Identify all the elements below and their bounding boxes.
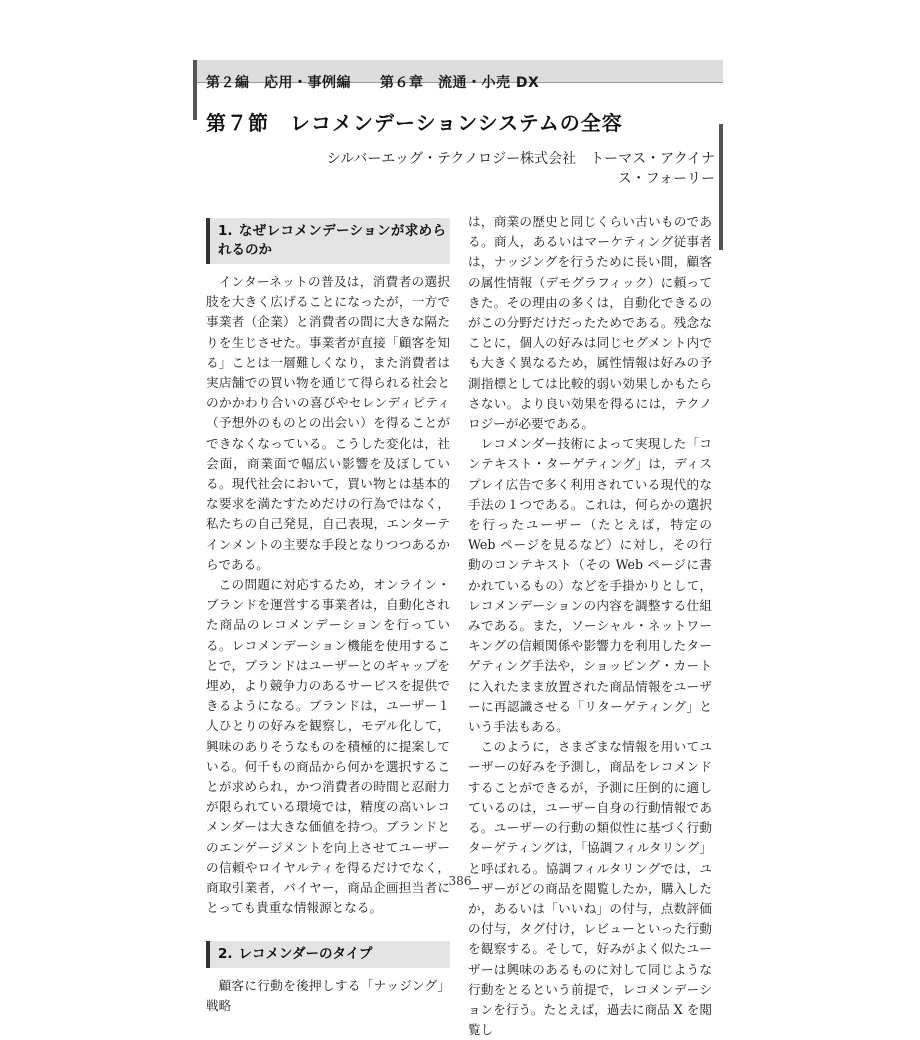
paragraph: この問題に対応するため，オンライン・ブランドを運営する事業者は，自動化された商品のレコメンデーションを行っている。レコメンデーション機能を使用することで，ブランドはユーザーとのギャップを埋め，より競争力のあるサービスを提供できるようになる。ブランドは，ユーザー１人ひとりの好みを観察し，モデル化して，興味のありそうなものを積極的に提案している。何千もの商品から何かを選択することが求められ，かつ消費者の時間と忍耐力が限られている環境では，精度の高いレコメンダーは大きな価値を持つ。ブランドとのエンゲージメントを向上させてユーザーの信頼やロイヤルティを得るだけでなく，商取引業者，バイヤー，商品企画担当者にとっても貴重な情報源となる。 bbox=[206, 577, 450, 916]
left-column bbox=[206, 212, 450, 1016]
header-right-rule bbox=[719, 124, 723, 250]
section-heading-text: レコメンダーのタイプ bbox=[238, 945, 373, 962]
section-heading-1 bbox=[206, 218, 450, 264]
section-number: 1. bbox=[218, 223, 233, 239]
section-number: 2. bbox=[218, 945, 233, 962]
paragraph: 顧客に行動を後押しする「ナッジング」戦略 bbox=[206, 977, 450, 1013]
paragraph: インターネットの普及は，消費者の選択肢を大きく広げることになったが，一方で事業者（企業）と消費者の間に大きな隔たりを生じさせた。事業者が直接「顧客を知る」ことは一層難しくなり，また消費者は実店舗での買い物を通じて得られる社会とのかかわり合いの喜びやセレンディピティ（予想外のものとの出会い）を得ることができなくなっている。こうした変化は，社会面，商業面で幅広い影響を及ぼしている。現代社会において，買い物とは基本的な要求を満たすためだけの行為ではなく，私たちの自己発見，自己表現，エンターテインメントの主要な手段となりつつあるからである。 bbox=[206, 274, 450, 572]
paragraph: レコメンダー技術によって実現した「コンテキスト・ターゲティング」は，ディスプレイ広告で多く利用されている現代的な手法の１つである。これは，何らかの選択を行ったユーザー（たとえば，特定の Web ページを見るなど）に対し，その行動のコンテキスト（その Web ページに書かれているもの）などを手掛かりとして，レコメンデーションの内容を調整する仕組みである。また，ソーシャル・ネットワーキングの信頼関係や影響力を利用したターゲティング手法や，ショッピング・カートに入れたまま放置された商品情報をユーザーに再認識させる「リターゲティング」という手法もある。 bbox=[468, 436, 712, 735]
paragraph: このように，さまざまな情報を用いてユーザーの好みを予測し，商品をレコメンドすることができるが，予測に圧倒的に適しているのは，ユーザー自身の行動情報である。ユーザーの行動の類似性に基づく行動ターゲティングは，「協調フィルタリング」と呼ばれる。協調フィルタリングでは，ユーザーがどの商品を閲覧したか，購入したか，あるいは「いいね」の付与，点数評価の付与，タグ付け，レビューといった行動を観察する。そして，好みがよく似たユーザーは興味のあるものに対して同じような行動をとるという前提で，レコメンデーションを行う。たとえば，過去に商品 X を閲覧し bbox=[468, 739, 712, 1038]
chapter-heading: 第２編 応用・事例編 第６章 流通・小売 DX bbox=[206, 75, 540, 91]
header-left-rule bbox=[193, 60, 197, 120]
section-heading-text: なぜレコメンデーションが求められるのか bbox=[218, 223, 446, 258]
page-number: 386 bbox=[448, 874, 472, 888]
right-column bbox=[468, 212, 712, 1040]
section-title: 第７節 レコメンデーションシステムの全容 bbox=[206, 111, 623, 135]
section-heading-2 bbox=[206, 941, 450, 968]
author-line: シルバーエッグ・テクノロジー株式会社 トーマス・アクイナス・フォーリー bbox=[326, 151, 715, 187]
paragraph: は，商業の歴史と同じくらい古いものである。商人，あるいはマーケティング従事者は，ナッジングを行うために長い間，顧客の属性情報（デモグラフィック）に頼ってきた。その理由の多くは，自動化できるのがこの分野だけだったためである。残念なことに，個人の好みは同じセグメント内でも大きく異なるため，属性情報は好みの予測指標としては比較的弱い効果しかもたらさない。より良い効果を得るには，テクノロジーが必要である。 bbox=[468, 214, 712, 432]
